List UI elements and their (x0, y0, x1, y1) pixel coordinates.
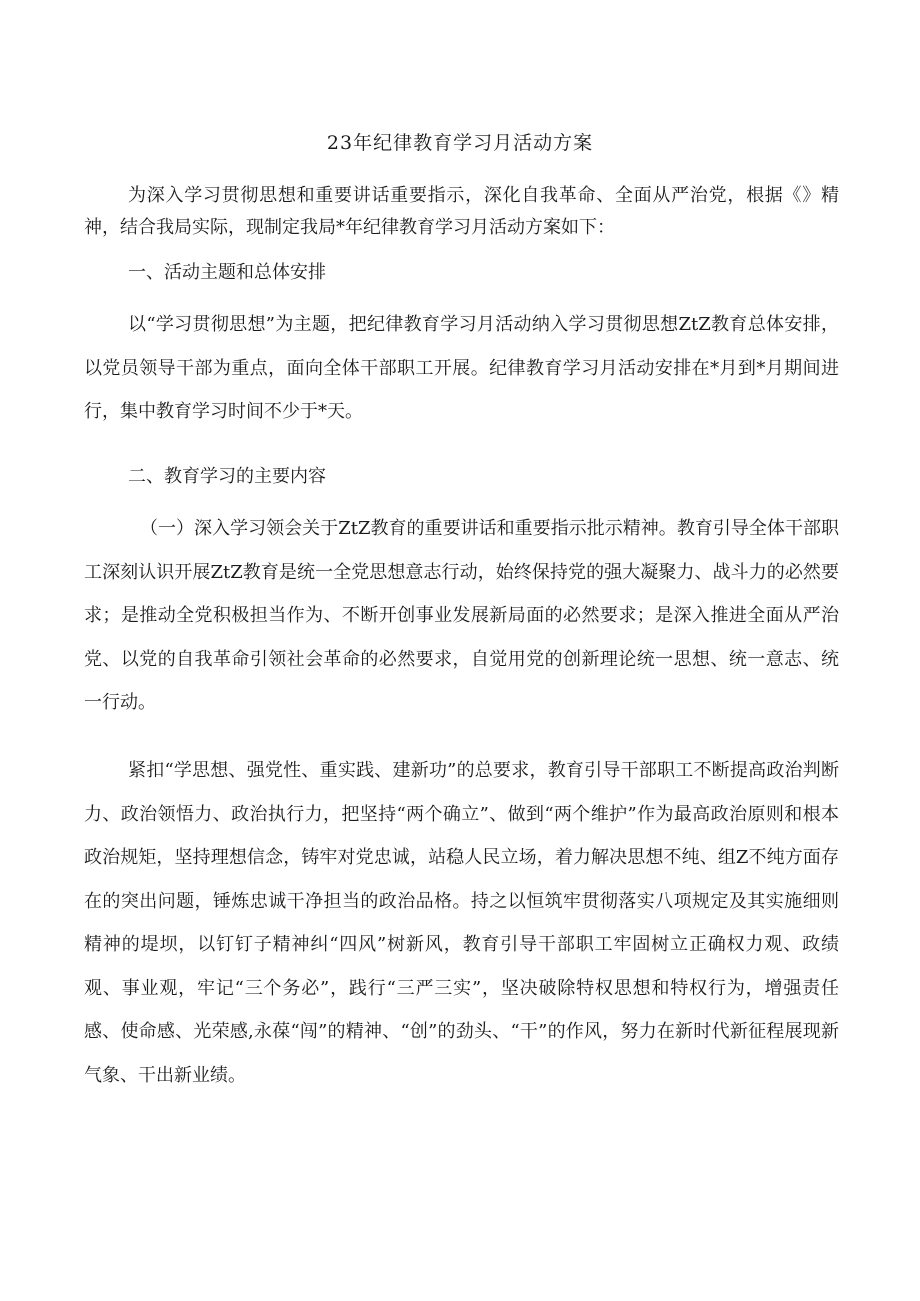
section-2-item-1: （一）深入学习领会关于ZtZ教育的重要讲话和重要指示批示精神。教育引导全体干部职工深刻认识开展ZtZ教育是统一全党思想意志行动，始终保持党的强大凝聚力、战斗力的必然要求；是推动全党积极担当作为、不断开创事业发展新局面的必然要求；是深入推进全面从严治党、以党的自我革命引领社会革命的必然要求，自觉用党的创新理论统一思想、统一意志、统一行动。 (84, 518, 839, 713)
section-heading-2: 二、教育学习的主要内容 (128, 466, 326, 487)
section-1-body: 以“学习贯彻思想”为主题，把纪律教育学习月活动纳入学习贯彻思想ZtZ教育总体安排，以党员领导干部为重点，面向全体干部职工开展。纪律教育学习月活动安排在*月到*月期间进行，集中教育学习时间不少于*天。 (84, 314, 839, 422)
document-title: 23年纪律教育学习月活动方案 (326, 132, 594, 154)
section-2-item-2: 紧扣“学思想、强党性、重实践、建新功”的总要求，教育引导干部职工不断提高政治判断力、政治领悟力、政治执行力，把坚持“两个确立”、做到“两个维护”作为最高政治原则和根本政治规矩，坚持理想信念，铸牢对党忠诚，站稳人民立场，着力解决思想不纯、组Z不纯方面存在的突出问题，锤炼忠诚干净担当的政治品格。持之以恒筑牢贯彻落实八项规定及其实施细则精神的堤坝，以钉钉子精神纠“四风”树新风，教育引导干部职工牢固树立正确权力观、政绩观、事业观，牢记“三个务必”，践行“三严三实”，坚决破除特权思想和特权行为，增强责任感、使命感、光荣感,永葆“闯”的精神、“创”的劲头、“干”的作风，努力在新时代新征程展现新气象、干出新业绩。 (84, 760, 839, 1086)
section-heading-1: 一、活动主题和总体安排 (128, 262, 326, 283)
intro-paragraph: 为深入学习贯彻思想和重要讲话重要指示，深化自我革命、全面从严治党，根据《》精神，结合我局实际，现制定我局*年纪律教育学习月活动方案如下： (84, 185, 839, 238)
